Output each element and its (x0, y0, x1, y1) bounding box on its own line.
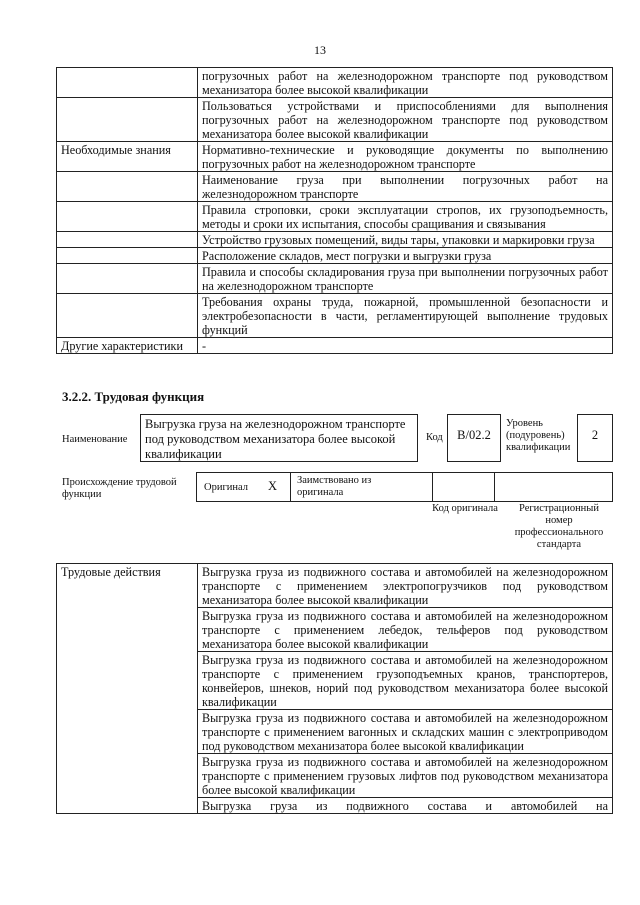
code-value: В/02.2 (457, 428, 491, 442)
borrowed-label: Заимствовано из оригинала (297, 475, 372, 498)
row-text: Пользоваться устройствами и приспособлениями для выполнения погрузочных работ на железнодорожном транспорте под руководством механизатора более высокой квалификации (198, 98, 613, 142)
table-row (57, 264, 613, 294)
row-text: Выгрузка груза из подвижного состава и автомобилей на железнодорожном транспорте с применением грузоподъемных кранов, транспортеров, конвейеров, шнеков, норий под руководством механизатора более высокой квалификации (198, 652, 613, 710)
row-text: Выгрузка груза из подвижного состава и автомобилей на железнодорожном транспорте с применением электропогрузчиков под руководством механизатора более высокой квалификации (198, 564, 613, 608)
row-text: Расположение складов, мест погрузки и выгрузки груза (198, 248, 613, 264)
labor-actions-label: Трудовые действия (57, 564, 198, 814)
original-label: Оригинал (204, 482, 248, 493)
row-text: Правила строповки, сроки эксплуатации стропов, их грузоподъемность, методы и сроки их испытания, способы сращивания и связывания (198, 202, 613, 232)
row-text: Нормативно-технические и руководящие документы по выполнению погрузочных работ на железнодорожном транспорте (198, 142, 613, 172)
row-label (57, 98, 198, 142)
table-row (57, 98, 613, 142)
row-label: Другие характеристики (57, 338, 198, 354)
row-text: Выгрузка груза из подвижного состава и автомобилей на железнодорожном транспорте с применением вагонных и складских машин с электроприводом под руководством механизатора более высокой квалификации (198, 710, 613, 754)
table-row (57, 248, 613, 264)
table-row (57, 142, 613, 172)
row-label (57, 172, 198, 202)
row-text: Выгрузка груза из подвижного состава и автомобилей на железнодорожном транспорте с применением лебедок, тельферов под руководством механизатора более высокой квалификации (198, 608, 613, 652)
row-label (57, 248, 198, 264)
row-label: Необходимые знания (57, 142, 198, 172)
page-number: 13 (314, 43, 326, 57)
table-row (57, 338, 613, 354)
table-row (57, 564, 613, 608)
section-heading: 3.2.2. Трудовая функция (62, 389, 205, 404)
function-name-box (140, 414, 418, 462)
reg-number-label: Регистрационный номер профессионального стандарта (514, 503, 604, 550)
row-label (57, 264, 198, 294)
code-original-label: Код оригинала (432, 503, 498, 514)
table-row (57, 172, 613, 202)
row-text: Требования охраны труда, пожарной, промышленной безопасности и электробезопасности в части, регламентирующей выполнение трудовых функций (198, 294, 613, 338)
original-mark: X (268, 479, 278, 493)
row-text: погрузочных работ на железнодорожном транспорте под руководством механизатора более высокой квалификации (198, 68, 613, 98)
row-text: Наименование груза при выполнении погрузочных работ на железнодорожном транспорте (198, 172, 613, 202)
table-row (57, 68, 613, 98)
code-box (447, 414, 501, 462)
skills-knowledge-table (56, 67, 613, 354)
labor-actions-table (56, 563, 613, 814)
row-label (57, 232, 198, 248)
row-label (57, 68, 198, 98)
row-text: Правила и способы складирования груза при выполнении погрузочных работ на железнодорожном транспорте (198, 264, 613, 294)
row-label (57, 294, 198, 338)
code-label: Код (426, 432, 443, 443)
table-row (57, 294, 613, 338)
row-text: Устройство грузовых помещений, виды тары, упаковки и маркировки груза (198, 232, 613, 248)
origin-table (196, 472, 613, 502)
row-text: Выгрузка груза из подвижного состава и автомобилей на (198, 798, 613, 814)
table-row (57, 232, 613, 248)
function-name-value: Выгрузка груза на железнодорожном транспорте под руководством механизатора более высокой квалификации (145, 417, 406, 461)
level-value: 2 (591, 428, 599, 442)
origin-label: Происхождение трудовой функции (62, 477, 177, 500)
name-label: Наименование (62, 434, 128, 445)
row-text: - (198, 338, 613, 354)
row-text: Выгрузка груза из подвижного состава и автомобилей на железнодорожном транспорте с применением грузовых лифтов под руководством механизатора более высокой квалификации (198, 754, 613, 798)
level-label: Уровень (подуровень) квалификации (506, 418, 571, 453)
row-label (57, 202, 198, 232)
level-box (577, 414, 613, 462)
table-row (57, 202, 613, 232)
